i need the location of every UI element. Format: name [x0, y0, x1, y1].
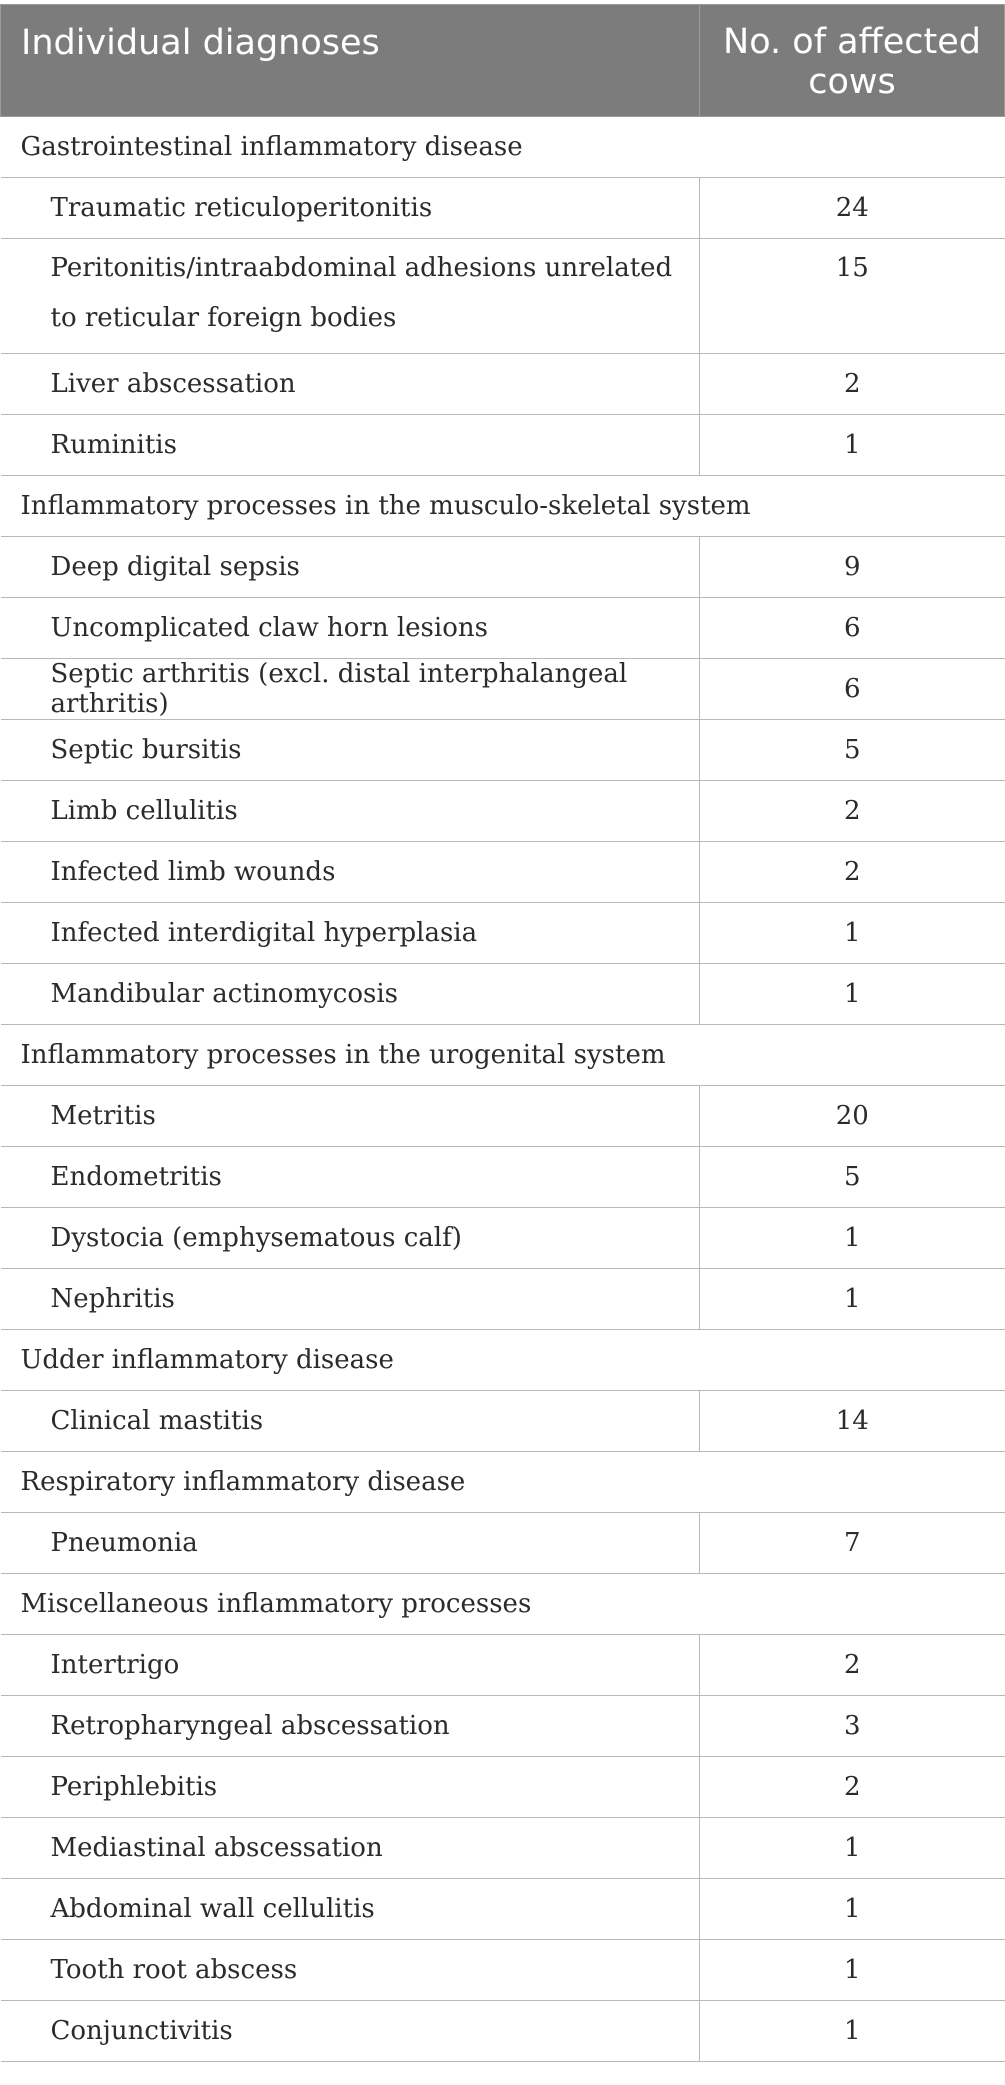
table-row: [1, 537, 1005, 598]
table-row: [1, 1757, 1005, 1818]
affected-count: 3: [700, 1696, 1005, 1757]
diagnosis-label: Periphlebitis: [1, 1757, 700, 1818]
affected-count: 1: [700, 1940, 1005, 2001]
diagnosis-label: Nephritis: [1, 1269, 700, 1330]
diagnosis-label: Limb cellulitis: [1, 781, 700, 842]
diagnosis-label: Septic arthritis (excl. distal interphalangeal arthritis): [1, 659, 700, 720]
affected-count: 9: [700, 537, 1005, 598]
table-row: [1, 1940, 1005, 2001]
category-label: Udder inflammatory disease: [1, 1330, 1005, 1391]
table-row: [1, 1391, 1005, 1452]
category-label: Inflammatory processes in the urogenital system: [1, 1025, 1005, 1086]
affected-count: 1: [700, 964, 1005, 1025]
affected-count: 2: [700, 354, 1005, 415]
category-row: [1, 1330, 1005, 1391]
table-row: [1, 964, 1005, 1025]
diagnosis-label: Clinical mastitis: [1, 1391, 700, 1452]
table-body: [1, 117, 1005, 2062]
table-row: [1, 1818, 1005, 1879]
table-header-row: [1, 5, 1005, 117]
affected-count: 20: [700, 1086, 1005, 1147]
diagnosis-label: Traumatic reticuloperitonitis: [1, 178, 700, 239]
diagnosis-label: Mediastinal abscessation: [1, 1818, 700, 1879]
diagnosis-label: Endometritis: [1, 1147, 700, 1208]
affected-count: 1: [700, 1818, 1005, 1879]
table-row: [1, 1147, 1005, 1208]
table-row: [1, 1208, 1005, 1269]
affected-count: 1: [700, 415, 1005, 476]
category-row: [1, 1025, 1005, 1086]
affected-count: 1: [700, 903, 1005, 964]
table-row: [1, 1086, 1005, 1147]
table-row: [1, 415, 1005, 476]
diagnosis-label: Retropharyngeal abscessation: [1, 1696, 700, 1757]
table-row: [1, 239, 1005, 354]
category-row: [1, 476, 1005, 537]
table-row: [1, 1513, 1005, 1574]
table-row: [1, 1269, 1005, 1330]
diagnosis-label: Deep digital sepsis: [1, 537, 700, 598]
affected-count: 7: [700, 1513, 1005, 1574]
affected-count: 15: [700, 239, 1005, 354]
table-row: [1, 720, 1005, 781]
table-row: [1, 842, 1005, 903]
diagnosis-label: Mandibular actinomycosis: [1, 964, 700, 1025]
table-row: [1, 598, 1005, 659]
diagnosis-label: Septic bursitis: [1, 720, 700, 781]
diagnoses-table: [0, 4, 1005, 2062]
affected-count: 1: [700, 2001, 1005, 2062]
affected-count: 5: [700, 1147, 1005, 1208]
diagnosis-label: Tooth root abscess: [1, 1940, 700, 2001]
affected-count: 2: [700, 1635, 1005, 1696]
header-affected-cows-line2: cows: [808, 61, 896, 102]
diagnosis-label: Uncomplicated claw horn lesions: [1, 598, 700, 659]
diagnosis-label: Infected interdigital hyperplasia: [1, 903, 700, 964]
affected-count: 1: [700, 1879, 1005, 1940]
diagnosis-label: Liver abscessation: [1, 354, 700, 415]
diagnosis-label: Abdominal wall cellulitis: [1, 1879, 700, 1940]
category-label: Gastrointestinal inflammatory disease: [1, 117, 1005, 178]
category-label: Respiratory inflammatory disease: [1, 1452, 1005, 1513]
category-label: Miscellaneous inflammatory processes: [1, 1574, 1005, 1635]
table-row: [1, 2001, 1005, 2062]
category-row: [1, 1452, 1005, 1513]
diagnosis-label: Ruminitis: [1, 415, 700, 476]
table-row: [1, 1696, 1005, 1757]
category-row: [1, 117, 1005, 178]
table-row: [1, 903, 1005, 964]
table-row: [1, 781, 1005, 842]
affected-count: 6: [700, 598, 1005, 659]
category-label: Inflammatory processes in the musculo-skeletal system: [1, 476, 1005, 537]
affected-count: 2: [700, 842, 1005, 903]
affected-count: 2: [700, 781, 1005, 842]
table-row: [1, 1879, 1005, 1940]
diagnosis-label: Pneumonia: [1, 1513, 700, 1574]
affected-count: 1: [700, 1208, 1005, 1269]
diagnosis-label: Intertrigo: [1, 1635, 700, 1696]
diagnosis-label: Infected limb wounds: [1, 842, 700, 903]
header-individual-diagnoses: Individual diagnoses: [1, 5, 700, 117]
affected-count: 2: [700, 1757, 1005, 1818]
affected-count: 24: [700, 178, 1005, 239]
affected-count: 6: [700, 659, 1005, 720]
diagnosis-label: Dystocia (emphysematous calf): [1, 1208, 700, 1269]
affected-count: 14: [700, 1391, 1005, 1452]
diagnosis-label: Metritis: [1, 1086, 700, 1147]
affected-count: 5: [700, 720, 1005, 781]
table-row: [1, 178, 1005, 239]
affected-count: 1: [700, 1269, 1005, 1330]
header-affected-cows: [700, 5, 1005, 117]
table-row: [1, 354, 1005, 415]
diagnosis-label: Conjunctivitis: [1, 2001, 700, 2062]
diagnoses-table-container: [0, 4, 1004, 2062]
category-row: [1, 1574, 1005, 1635]
header-affected-cows-line1: No. of affected: [723, 21, 981, 62]
table-row: [1, 659, 1005, 720]
table-row: [1, 1635, 1005, 1696]
diagnosis-label: Peritonitis/intraabdominal adhesions unrelated to reticular foreign bodies: [1, 239, 700, 354]
